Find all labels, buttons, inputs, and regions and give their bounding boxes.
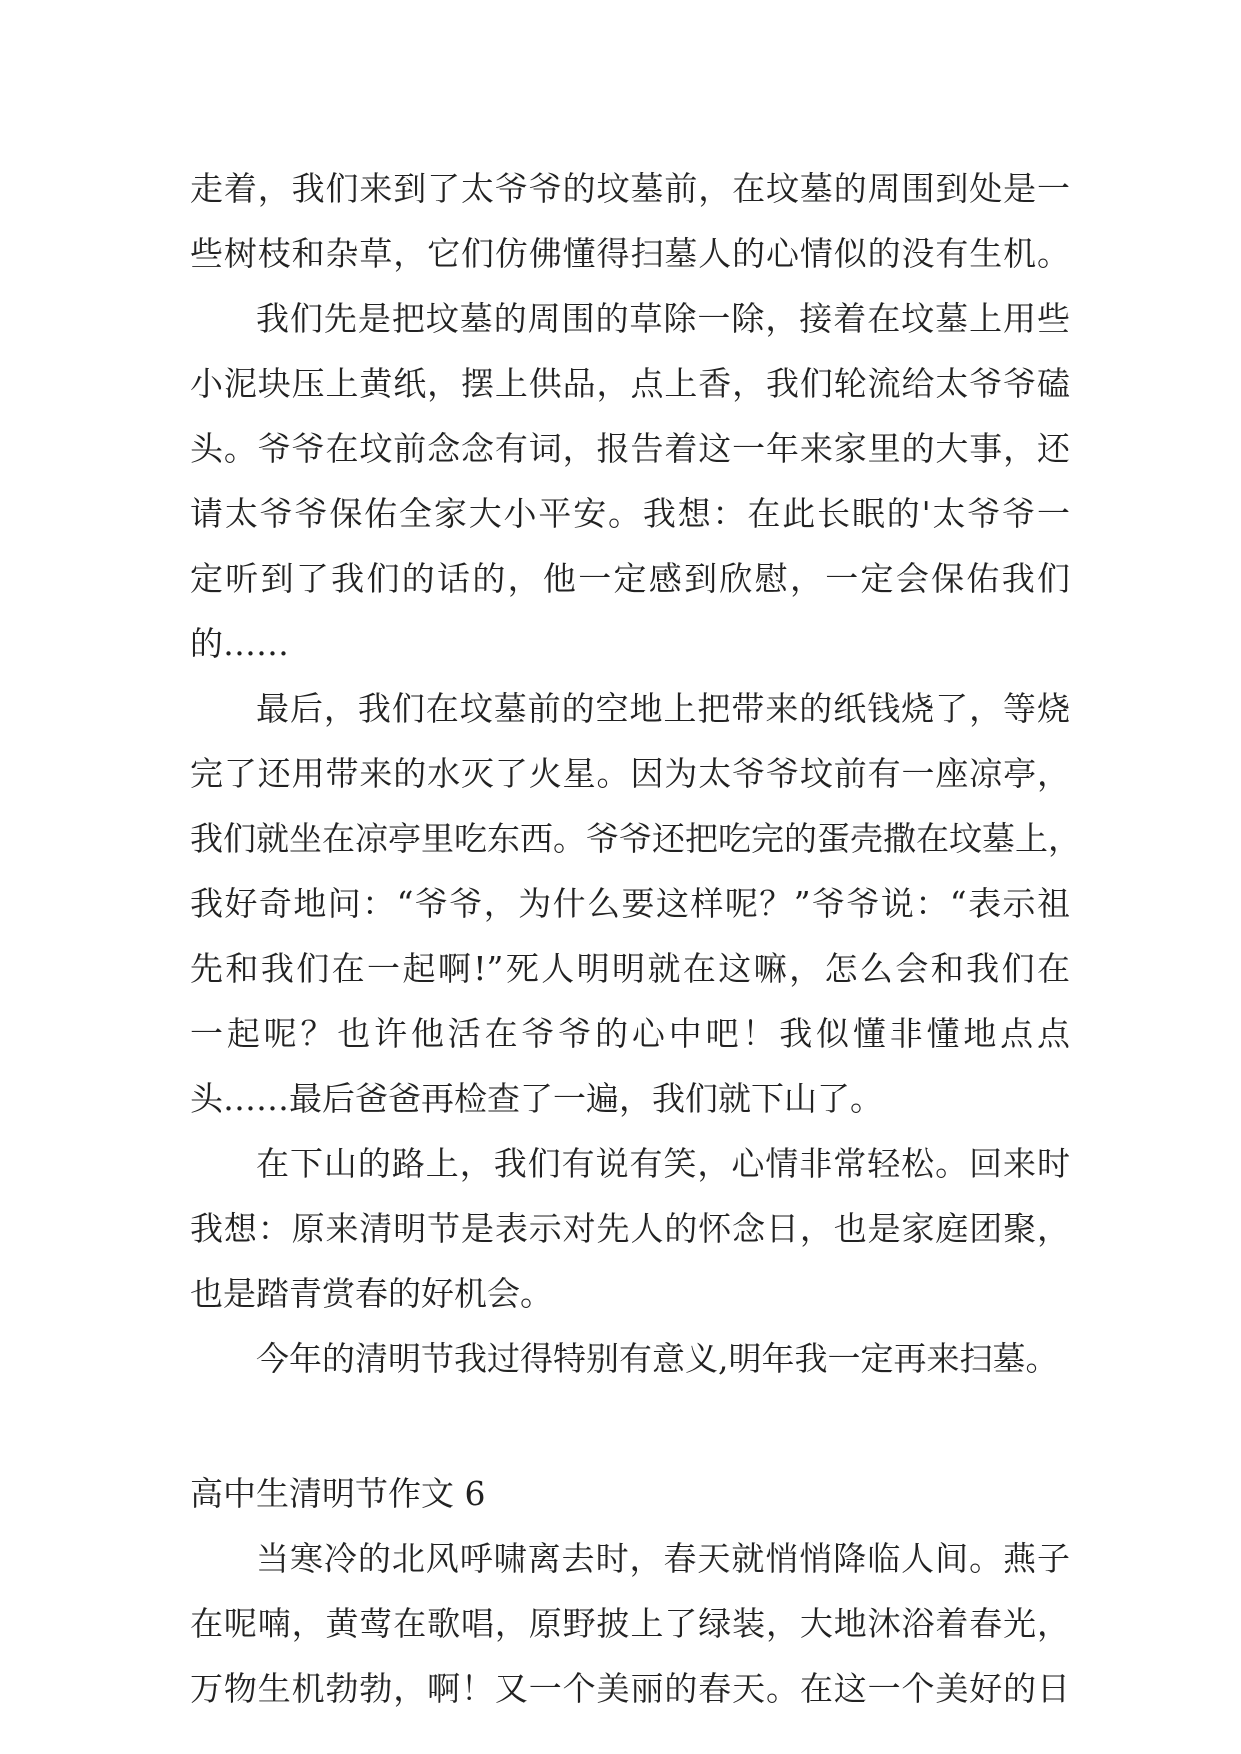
essay-body-section-6 bbox=[190, 1526, 1070, 1721]
document-page bbox=[190, 156, 1081, 1721]
text-line: 小泥块压上黄纸，摆上供品，点上香，我们轮流给太爷爷磕 bbox=[190, 364, 1070, 403]
text-line: 我好奇地问：“爷爷，为什么要这样呢？”爷爷说：“表示祖 bbox=[190, 884, 1070, 923]
paragraph bbox=[190, 1326, 1070, 1391]
text-line: 完了还用带来的水灭了火星。因为太爷爷坟前有一座凉亭， bbox=[190, 754, 1070, 793]
text-line: 最后，我们在坟墓前的空地上把带来的纸钱烧了，等烧 bbox=[256, 689, 1070, 728]
text-line: 我想：原来清明节是表示对先人的怀念日，也是家庭团聚， bbox=[190, 1209, 1070, 1248]
text-line: 些树枝和杂草，它们仿佛懂得扫墓人的心情似的没有生机。 bbox=[190, 234, 1070, 273]
text-line: 在呢喃，黄莺在歌唱，原野披上了绿装，大地沐浴着春光， bbox=[190, 1604, 1070, 1643]
paragraph bbox=[190, 1526, 1070, 1721]
section-title: 高中生清明节作文 6 bbox=[190, 1474, 486, 1513]
text-line: 也是踏青赏春的好机会。 bbox=[190, 1274, 553, 1313]
text-line: 我们就坐在凉亭里吃东西。爷爷还把吃完的蛋壳撒在坟墓上， bbox=[190, 819, 1081, 858]
paragraph bbox=[190, 286, 1070, 676]
text-line: 万物生机勃勃，啊！又一个美丽的春天。在这一个美好的日 bbox=[190, 1669, 1070, 1708]
paragraph bbox=[190, 1131, 1070, 1326]
text-line: 请太爷爷保佑全家大小平安。我想：在此长眠的'太爷爷一 bbox=[190, 494, 1070, 533]
text-line: 头。爷爷在坟前念念有词，报告着这一年来家里的大事，还 bbox=[190, 429, 1070, 468]
text-line: 当寒冷的北风呼啸离去时，春天就悄悄降临人间。燕子 bbox=[256, 1539, 1070, 1578]
paragraph bbox=[190, 156, 1070, 286]
text-line: 定听到了我们的话的，他一定感到欣慰，一定会保佑我们 bbox=[190, 559, 1070, 598]
text-line: 头……最后爸爸再检查了一遍，我们就下山了。 bbox=[190, 1079, 883, 1118]
essay-body-previous bbox=[190, 156, 1081, 1391]
text-line: 今年的清明节我过得特别有意义,明年我一定再来扫墓。 bbox=[256, 1339, 1059, 1378]
text-line: 一起呢？也许他活在爷爷的心中吧！我似懂非懂地点点 bbox=[190, 1014, 1070, 1053]
text-line: 在下山的路上，我们有说有笑，心情非常轻松。回来时 bbox=[256, 1144, 1070, 1183]
text-line: 的…… bbox=[190, 624, 289, 663]
text-line: 我们先是把坟墓的周围的草除一除，接着在坟墓上用些 bbox=[256, 299, 1070, 338]
text-line: 走着，我们来到了太爷爷的坟墓前，在坟墓的周围到处是一 bbox=[190, 169, 1070, 208]
section-spacer bbox=[190, 1391, 1070, 1461]
paragraph bbox=[190, 676, 1081, 1131]
text-line: 先和我们在一起啊!”死人明明就在这嘛，怎么会和我们在 bbox=[190, 949, 1070, 988]
